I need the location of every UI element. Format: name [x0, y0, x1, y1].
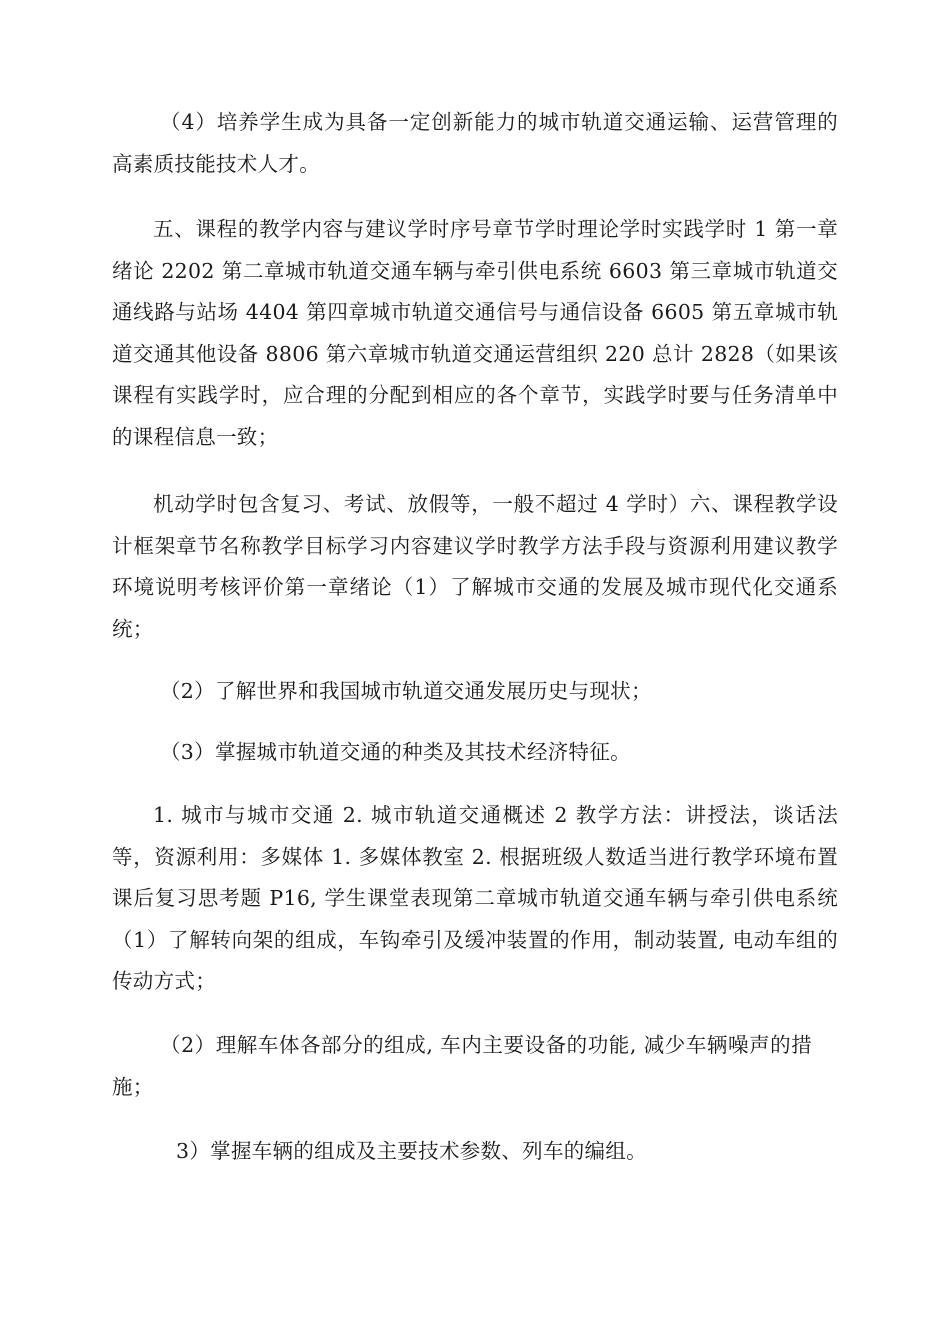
paragraph-chapter-2-goal-3: 3）掌握车辆的组成及主要技术参数、列车的编组。: [176, 1139, 647, 1163]
paragraph-chapter-2-goal-2: （2）理解车体各部分的组成, 车内主要设备的功能, 减少车辆噪声的措施；: [112, 1033, 812, 1099]
paragraph-goal-2: （2）了解世界和我国城市轨道交通发展历史与现状；: [160, 679, 652, 703]
paragraph-objective-4: （4）培养学生成为具备一定创新能力的城市轨道交通运输、运营管理的高素质技能技术人才。: [112, 110, 838, 176]
paragraph-chapter-1-content-chapter-2-goals: 1. 城市与城市交通 2. 城市轨道交通概述 2 教学方法：讲授法，谈话法等，资源利用：多媒体 1. 多媒体教室 2. 根据班级人数适当进行教学环境布置课后复习思考题 P16, 学生课堂表现第二章城市轨道交通车辆与牵引供电系统（1）了解转向架的组成，车钩牵引及缓冲装置的作用，制动装置, 电动车组的传动方式；: [112, 803, 838, 993]
paragraph-section-5-content-hours: 五、课程的教学内容与建议学时序号章节学时理论学时实践学时 1 第一章绪论 2202 第二章城市轨道交通车辆与牵引供电系统 6603 第三章城市轨道交通线路与站场 4404 第四章城市轨道交通信号与通信设备 6605 第五章城市轨道交通其他设备 8806 第六章城市轨道交通运营组织 220 总计 2828（如果该课程有实践学时，应合理的分配到相应的各个章节，实践学时要与任务清单中的课程信息一致；: [112, 217, 838, 449]
paragraph-goal-3: （3）掌握城市轨道交通的种类及其技术经济特征。: [160, 740, 631, 764]
paragraph-section-6-design-framework: 机动学时包含复习、考试、放假等，一般不超过 4 学时）六、课程教学设计框架章节名称教学目标学习内容建议学时教学方法手段与资源利用建议教学环境说明考核评价第一章绪论（1）了解城市交通的发展及城市现代化交通系统；: [112, 492, 838, 641]
